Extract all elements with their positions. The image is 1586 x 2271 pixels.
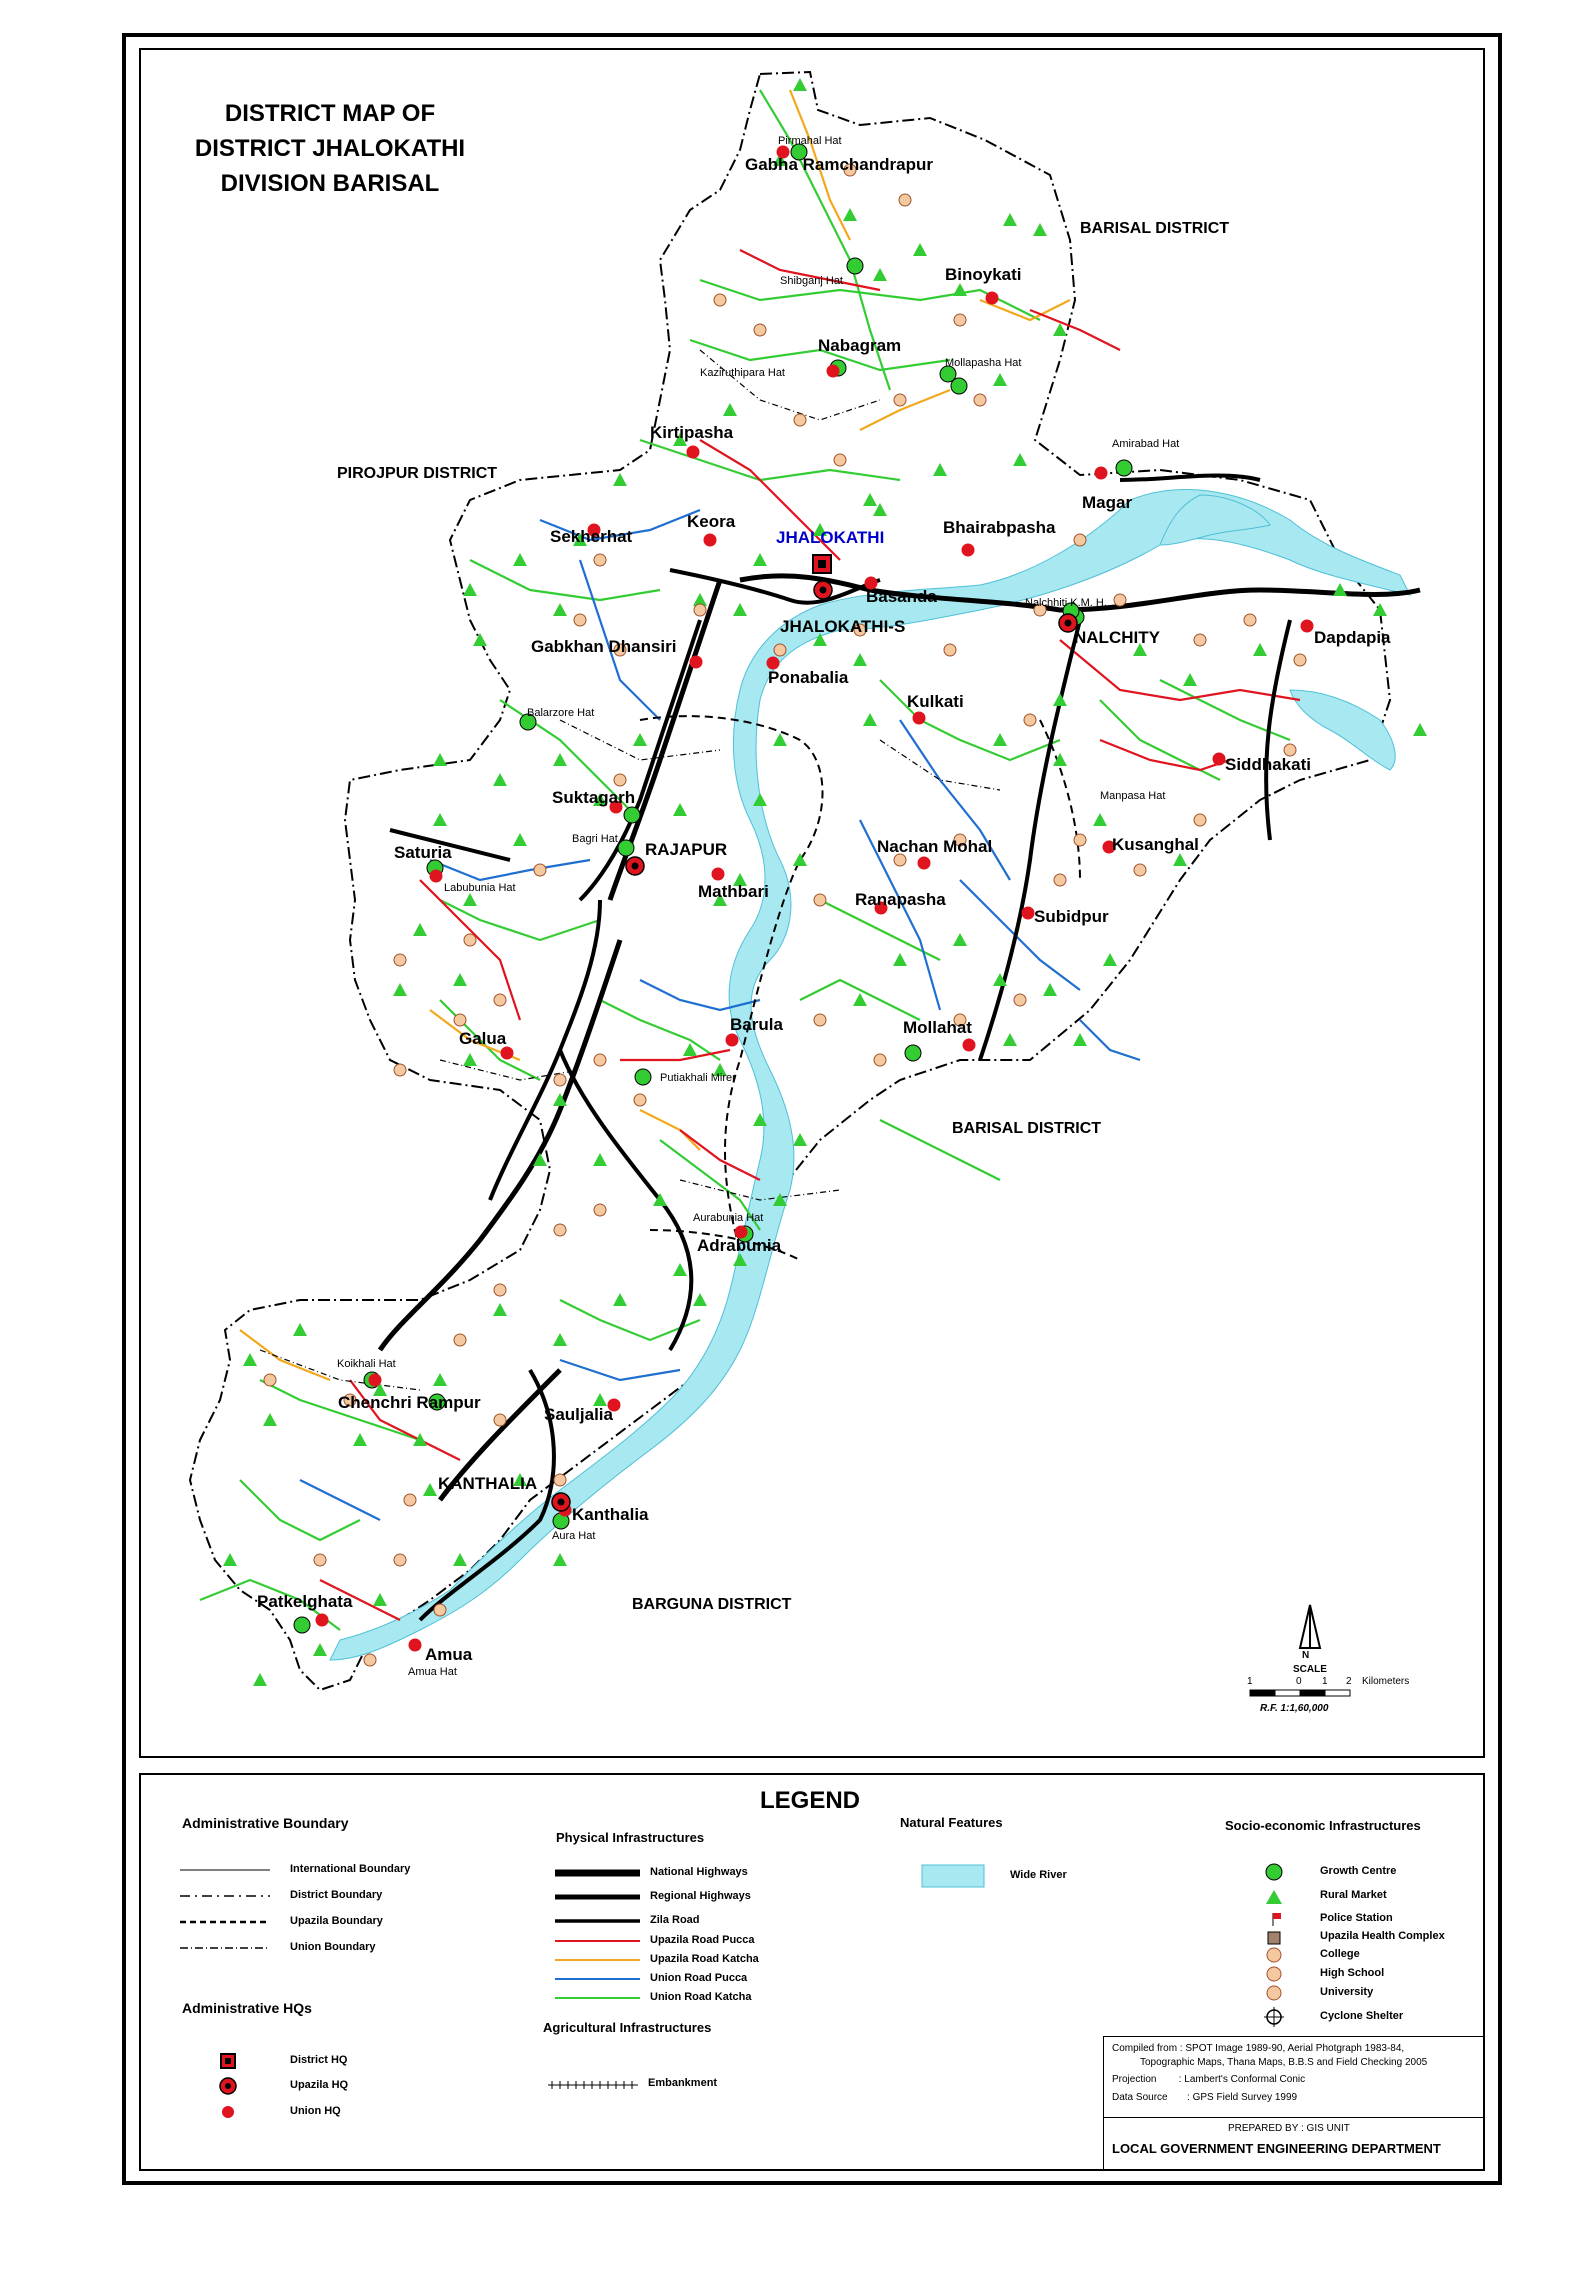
high-school-icon — [454, 1014, 466, 1026]
union-hq-icon — [962, 544, 975, 557]
upazila-label-jhalokathi-s: JHALOKATHI-S — [780, 617, 906, 636]
union-hq-icon — [690, 656, 703, 669]
union-hq-icon — [913, 712, 926, 725]
representative-fraction: R.F. 1:1,60,000 — [1260, 1703, 1329, 1714]
union-label: Kanthalia — [572, 1505, 649, 1524]
legend-socio-heading: Socio-economic Infrastructures — [1225, 1818, 1421, 1833]
union-label: Magar — [1082, 493, 1133, 512]
growth-centre-icon — [951, 378, 967, 394]
union-label: Sauljalia — [544, 1405, 613, 1424]
north-arrow — [1300, 1605, 1320, 1648]
scale-unit: Kilometers — [1362, 1676, 1410, 1687]
hat-label: Balarzore Hat — [527, 707, 595, 719]
union-label: Gabkhan Dhansiri — [531, 637, 677, 656]
map-title — [170, 96, 490, 201]
high-school-icon — [494, 1284, 506, 1296]
legend-admin-hqs-heading: Administrative HQs — [182, 2000, 312, 2016]
credit-compiled-1: Compiled from : SPOT Image 1989-90, Aerial Photgraph 1983-84, — [1112, 2043, 1405, 2054]
scale-tick: 2 — [1346, 1676, 1352, 1687]
growth-centre-icon — [624, 807, 640, 823]
high-school-icon — [454, 1334, 466, 1346]
high-school-icon — [1074, 834, 1086, 846]
legend-road-symbols — [555, 1873, 640, 1998]
barisal-district-south-label: BARISAL DISTRICT — [952, 1120, 1102, 1137]
high-school-icon — [594, 1054, 606, 1066]
growth-centre-icon — [1116, 460, 1132, 476]
legend-item: Upazila Road Katcha — [650, 1953, 759, 1965]
high-school-icon — [714, 294, 726, 306]
union-label: Kirtipasha — [650, 423, 734, 442]
union-label: Gabha Ramchandrapur — [745, 155, 933, 174]
union-hq-icon — [726, 1034, 739, 1047]
hat-label: Kaziruthipara Hat — [700, 367, 785, 379]
high-school-icon — [394, 1554, 406, 1566]
union-label: Basanda — [866, 587, 937, 606]
legend-item: Regional Highways — [650, 1890, 751, 1902]
high-school-icon — [814, 1014, 826, 1026]
legend-item: Upazila Boundary — [290, 1915, 383, 1927]
union-label: Kulkati — [907, 692, 964, 711]
legend-title: LEGEND — [760, 1787, 861, 1814]
union-hq-icon — [316, 1614, 329, 1627]
high-school-icon — [1244, 614, 1256, 626]
legend-item: Upazila HQ — [290, 2079, 349, 2091]
union-label: Mathbari — [698, 882, 769, 901]
legend-physical-heading: Physical Infrastructures — [556, 1830, 705, 1845]
union-label: Subidpur — [1034, 907, 1109, 926]
high-school-icon — [694, 604, 706, 616]
legend-boundary-symbols — [180, 1870, 270, 1948]
high-school-icon — [944, 644, 956, 656]
union-hq-icon — [1022, 907, 1035, 920]
district-hq-label: JHALOKATHI — [776, 528, 885, 547]
high-school-icon — [434, 1604, 446, 1616]
high-school-icon — [974, 394, 986, 406]
high-school-icon — [1014, 994, 1026, 1006]
high-school-icon — [1054, 874, 1066, 886]
legend-item: Union Road Katcha — [650, 1991, 752, 2003]
high-school-icon — [1194, 634, 1206, 646]
high-school-icon — [554, 1224, 566, 1236]
credit-projection: Projection : Lambert's Conformal Conic — [1112, 2074, 1306, 2085]
legend-item: International Boundary — [290, 1863, 411, 1875]
upazila-label-kanthalia: KANTHALIA — [438, 1474, 538, 1493]
credit-prepared-by: PREPARED BY : GIS UNIT — [1228, 2123, 1350, 2134]
high-school-icon — [404, 1494, 416, 1506]
high-school-icon — [534, 864, 546, 876]
union-hq-icon — [1213, 753, 1226, 766]
high-school-icon — [594, 554, 606, 566]
hat-label: Mollapasha Hat — [945, 357, 1022, 369]
union-label: Suktagarh — [552, 788, 636, 807]
hat-label: Labubunia Hat — [444, 882, 516, 894]
high-school-icon — [954, 314, 966, 326]
legend-item: High School — [1320, 1967, 1385, 1979]
legend-embankment-symbol — [548, 2081, 638, 2089]
legend-item: Embankment — [648, 2077, 718, 2089]
legend-natural-heading: Natural Features — [900, 1815, 1003, 1830]
union-label: Bhairabpasha — [943, 518, 1056, 537]
union-hq-icon — [369, 1374, 382, 1387]
high-school-icon — [754, 324, 766, 336]
legend-item: Growth Centre — [1320, 1865, 1397, 1877]
union-label: Sekherhat — [550, 527, 633, 546]
high-school-icon — [834, 454, 846, 466]
hat-label: Shibganj Hat — [780, 275, 843, 287]
north-label: N — [1302, 1650, 1310, 1661]
high-school-icon — [554, 1474, 566, 1486]
growth-centre-icon — [294, 1617, 310, 1633]
credit-compiled-2: Topographic Maps, Thana Maps, B.B.S and Field Checking 2005 — [1140, 2057, 1428, 2068]
legend-item: Wide River — [1010, 1869, 1067, 1881]
high-school-icon — [1024, 714, 1036, 726]
upazila-label-rajapur: RAJAPUR — [645, 840, 728, 859]
legend-river-swatch — [922, 1865, 984, 1887]
credit-data-source: Data Source : GPS Field Survey 1999 — [1112, 2092, 1298, 2103]
high-school-icon — [899, 194, 911, 206]
growth-centre-icon — [618, 840, 634, 856]
union-label: Galua — [459, 1029, 507, 1048]
high-school-icon — [574, 614, 586, 626]
union-label: Saturia — [394, 843, 452, 862]
high-school-icon — [1114, 594, 1126, 606]
title-line-1: DISTRICT MAP OF — [224, 100, 436, 127]
hat-label: Amua Hat — [408, 1666, 457, 1678]
legend-item: Upazila Road Pucca — [650, 1934, 755, 1946]
legend-item: College — [1320, 1948, 1360, 1960]
legend-item: Cyclone Shelter — [1320, 2010, 1404, 2022]
high-school-icon — [494, 1414, 506, 1426]
high-school-icon — [464, 934, 476, 946]
legend-item: Rural Market — [1320, 1889, 1387, 1901]
legend-item: Police Station — [1320, 1912, 1393, 1924]
legend-hq-symbols — [220, 2054, 236, 2118]
union-label: Kusanghal — [1112, 835, 1199, 854]
rural-market-icon — [553, 1553, 567, 1566]
high-school-icon — [614, 774, 626, 786]
union-label: Nachan Mohal — [877, 837, 993, 856]
union-label: Chenchri Rampur — [338, 1393, 481, 1412]
union-label: Ponabalia — [768, 668, 849, 687]
union-label: Mollahat — [903, 1018, 972, 1037]
hat-label: Koikhali Hat — [337, 1358, 396, 1370]
high-school-icon — [394, 1064, 406, 1076]
union-hq-icon — [918, 857, 931, 870]
barisal-district-north-label: BARISAL DISTRICT — [1080, 220, 1230, 237]
high-school-icon — [1194, 814, 1206, 826]
union-label: Binoykati — [945, 265, 1022, 284]
scale-label: SCALE — [1293, 1664, 1327, 1675]
legend-item: National Highways — [650, 1866, 748, 1878]
union-label: Dapdapia — [1314, 628, 1391, 647]
rural-market-icon — [1073, 1033, 1087, 1046]
legend-item: Union Road Pucca — [650, 1972, 748, 1984]
union-hq-icon — [704, 534, 717, 547]
union-hq-icon — [712, 868, 725, 881]
union-hq-icon — [687, 446, 700, 459]
upazila-label-nalchity: NALCHITY — [1074, 628, 1160, 647]
title-line-2: DISTRICT JHALOKATHI — [194, 135, 466, 162]
hat-label: Aura Hat — [552, 1530, 596, 1542]
hat-label: Aurabunia Hat — [693, 1212, 764, 1224]
union-hq-icon — [963, 1039, 976, 1052]
rural-market-icon — [1413, 723, 1427, 736]
legend-item: Union HQ — [290, 2105, 341, 2117]
high-school-icon — [894, 394, 906, 406]
scale-tick: 1 — [1322, 1676, 1328, 1687]
legend-agri-heading: Agricultural Infrastructures — [543, 2020, 712, 2035]
high-school-icon — [554, 1074, 566, 1086]
high-school-icon — [594, 1204, 606, 1216]
high-school-icon — [874, 1054, 886, 1066]
union-label: Patkelghata — [257, 1592, 353, 1611]
legend-item: University — [1320, 1986, 1374, 1998]
hat-label: Pirmahal Hat — [778, 135, 842, 147]
union-label: Adrabunia — [697, 1236, 782, 1255]
rural-market-icon — [433, 753, 447, 766]
legend-item: District Boundary — [290, 1889, 383, 1901]
high-school-icon — [264, 1374, 276, 1386]
credit-department: LOCAL GOVERNMENT ENGINEERING DEPARTMENT — [1112, 2141, 1441, 2156]
union-label: Keora — [687, 512, 736, 531]
legend-item: District HQ — [290, 2054, 348, 2066]
high-school-icon — [364, 1654, 376, 1666]
high-school-icon — [774, 644, 786, 656]
title-line-3: DIVISION BARISAL — [220, 170, 440, 197]
district-hq-symbol — [813, 555, 831, 573]
high-school-icon — [1074, 534, 1086, 546]
scale-tick: 0 — [1296, 1676, 1302, 1687]
high-school-icon — [634, 1094, 646, 1106]
scale-tick: 1 — [1247, 1676, 1253, 1687]
hat-label: Manpasa Hat — [1100, 790, 1166, 802]
legend-socio-symbols — [1264, 1864, 1284, 2027]
high-school-icon — [314, 1554, 326, 1566]
union-hq-icon — [986, 292, 999, 305]
union-label: Ranapasha — [855, 890, 946, 909]
union-hq-icon — [1301, 620, 1314, 633]
high-school-icon — [1134, 864, 1146, 876]
barguna-district-label: BARGUNA DISTRICT — [632, 1596, 792, 1613]
union-label: Barula — [730, 1015, 783, 1034]
legend-item: Upazila Health Complex — [1320, 1930, 1445, 1942]
union-label: Amua — [425, 1645, 473, 1664]
pirojpur-district-label: PIROJPUR DISTRICT — [337, 465, 498, 482]
union-hq-icon — [1095, 467, 1108, 480]
growth-centre-icon — [847, 258, 863, 274]
rural-market-icon — [253, 1673, 267, 1686]
high-school-icon — [394, 954, 406, 966]
hat-label: Amirabad Hat — [1112, 438, 1180, 450]
legend-admin-boundary-heading: Administrative Boundary — [182, 1815, 349, 1831]
high-school-icon — [1294, 654, 1306, 666]
high-school-icon — [794, 414, 806, 426]
scale-bar — [1250, 1690, 1350, 1696]
legend-item: Zila Road — [650, 1914, 700, 1926]
union-hq-icon — [409, 1639, 422, 1652]
high-school-icon — [814, 894, 826, 906]
union-hq-icon — [827, 365, 840, 378]
high-school-icon — [494, 994, 506, 1006]
union-label: Nabagram — [818, 336, 902, 355]
hat-label: Bagri Hat — [572, 833, 618, 845]
hat-label: Nalchhiti K.M. H. — [1025, 597, 1107, 609]
legend-item: Union Boundary — [290, 1941, 376, 1953]
hat-label: Putiakhali Mirer — [660, 1072, 736, 1084]
growth-centre-icon — [905, 1045, 921, 1061]
union-hq-icon — [430, 870, 443, 883]
union-label: Siddhakati — [1225, 755, 1311, 774]
growth-centre-icon — [635, 1069, 651, 1085]
